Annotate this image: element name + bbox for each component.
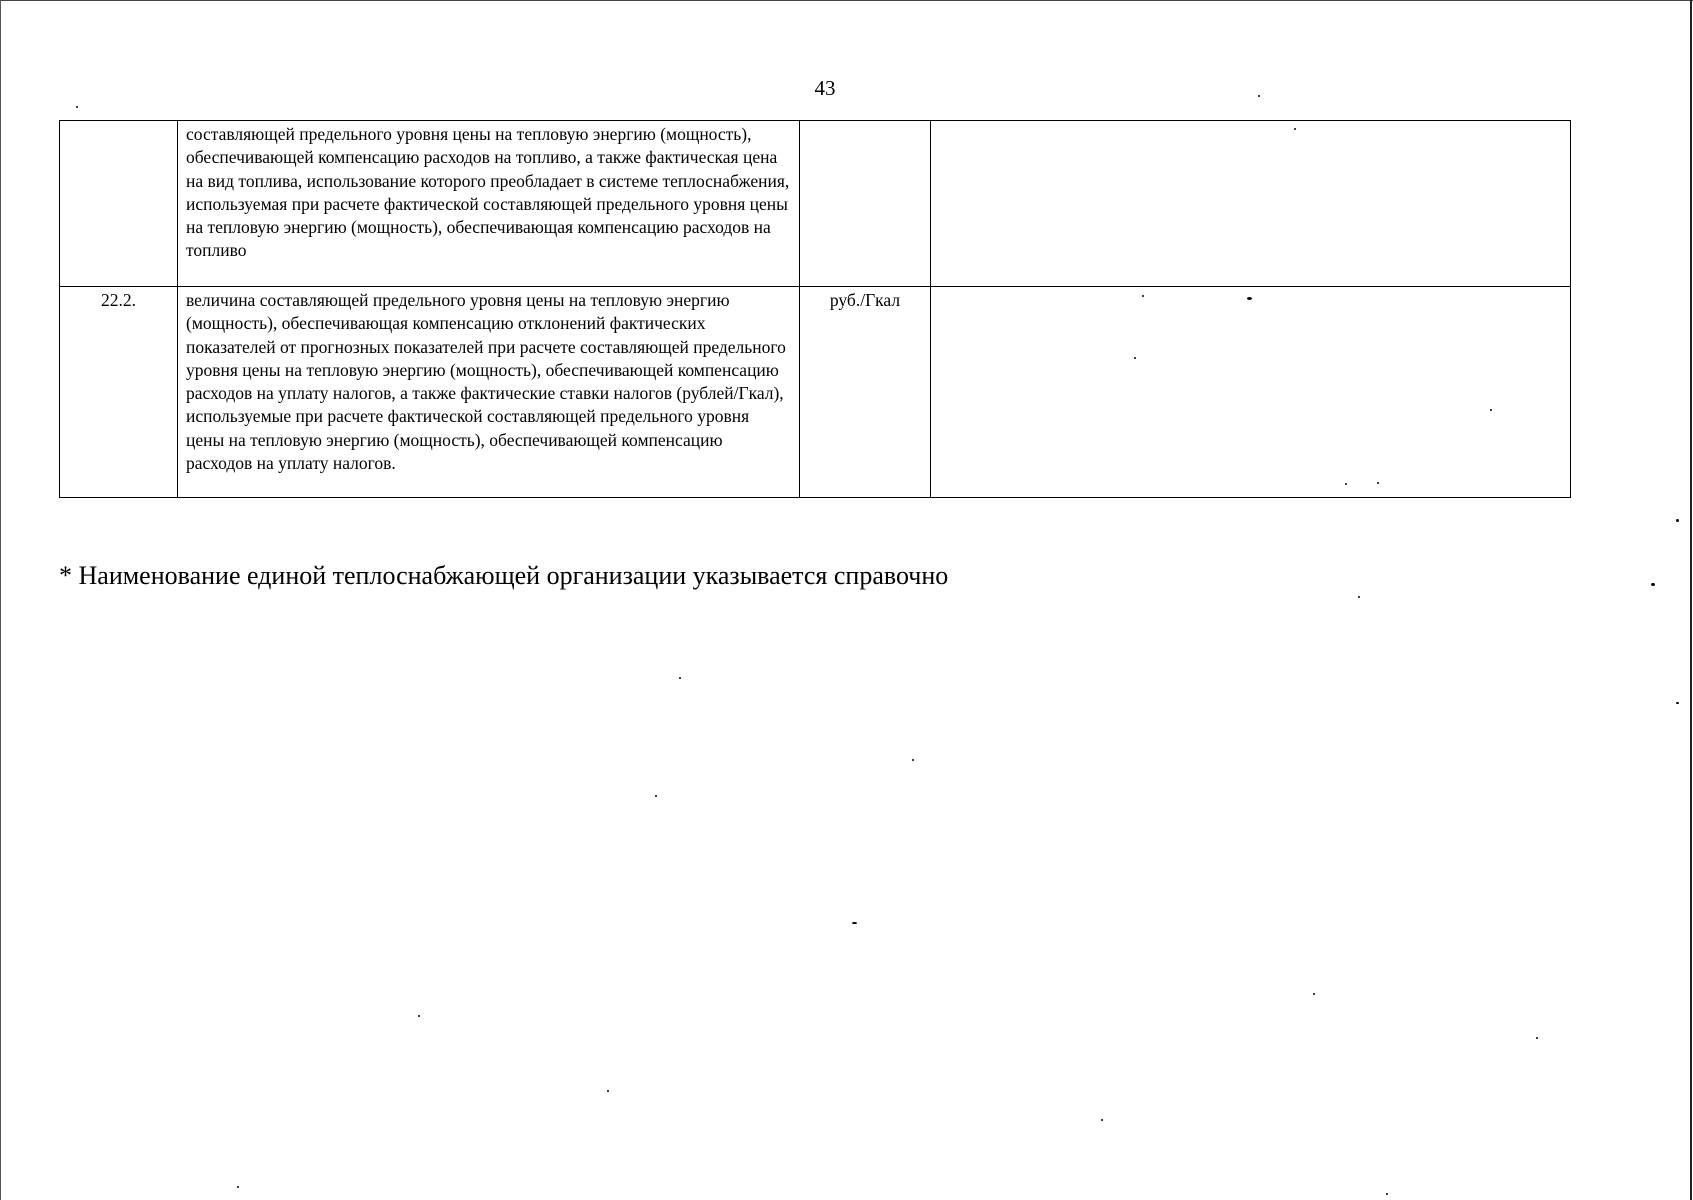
scan-edge-left xyxy=(0,0,1,1200)
scan-speck xyxy=(852,922,857,924)
scan-speck xyxy=(1258,95,1260,97)
scan-speck xyxy=(1536,1037,1538,1039)
scan-speck xyxy=(912,759,914,761)
scan-speck xyxy=(1490,409,1492,411)
tariff-table xyxy=(59,120,1571,498)
row-value-cell xyxy=(931,287,1571,498)
scan-edge-top xyxy=(0,0,1693,1)
row-description-cell: составляющей предельного уровня цены на тепловую энергию (мощность), обеспечивающей компенсацию расходов на топливо, а также фактическая цена на вид топлива, использование которого преобладает в системе теплоснабжения, используемая при расчете фактической составляющей предельного уровня цены на тепловую энергию (мощность), обеспечивающая компенсацию расходов на топливо xyxy=(178,121,800,287)
scan-speck xyxy=(679,677,681,679)
page-number: 43 xyxy=(814,76,836,100)
row-description-cell: величина составляющей предельного уровня цены на тепловую энергию (мощность), обеспечивающая компенсацию отклонений фактических показателей от прогнозных показателей при расчете составляющей предельного уровня цены на тепловую энергию (мощность), обеспечивающей компенсацию расходов на уплату налогов, а также фактические ставки налогов (рублей/Гкал), используемые при расчете фактической составляющей предельного уровня цены на тепловую энергию (мощность), обеспечивающей компенсацию расходов на уплату налогов. xyxy=(178,287,800,498)
row-value-cell xyxy=(931,121,1571,287)
scan-speck xyxy=(1358,596,1360,598)
table-row xyxy=(60,287,1571,498)
scan-speck xyxy=(1101,1119,1103,1121)
footnote: * Наименование единой теплоснабжающей организации указывается справочно xyxy=(59,561,949,590)
row-number-cell: 22.2. xyxy=(60,287,178,498)
scan-speck xyxy=(607,1090,609,1092)
scan-speck xyxy=(1676,519,1679,522)
scan-speck xyxy=(1313,993,1315,995)
scan-speck xyxy=(655,795,657,797)
scan-speck xyxy=(1247,297,1252,300)
scan-speck xyxy=(1676,702,1679,704)
scan-speck xyxy=(418,1015,420,1017)
row-number-cell xyxy=(60,121,178,287)
scan-speck xyxy=(1345,483,1347,485)
scan-speck xyxy=(1134,357,1136,359)
table-row xyxy=(60,121,1571,287)
scan-edge-right xyxy=(1690,0,1692,1200)
scan-speck xyxy=(1386,1193,1388,1195)
scan-speck xyxy=(1142,295,1144,297)
scan-speck xyxy=(1377,482,1379,484)
scan-speck xyxy=(1651,583,1655,586)
row-unit-cell xyxy=(800,121,931,287)
row-unit-cell: руб./Гкал xyxy=(800,287,931,498)
scan-speck xyxy=(1294,128,1296,130)
scan-speck xyxy=(237,1186,239,1188)
scan-speck xyxy=(76,106,78,108)
